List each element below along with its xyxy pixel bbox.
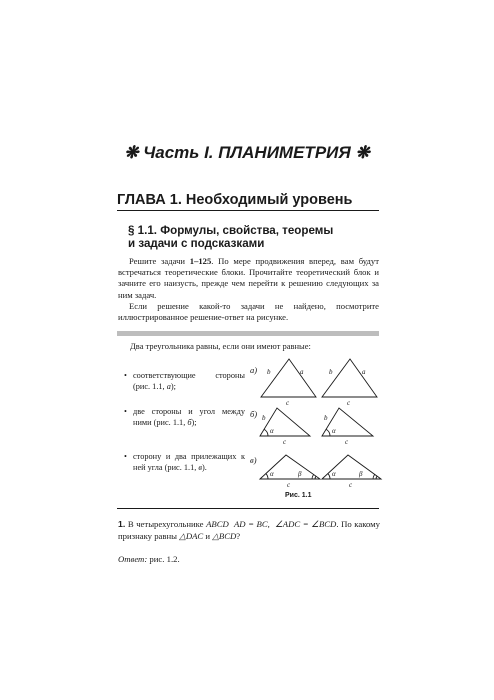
angle-arc-c-right-1 [328, 474, 330, 479]
label-c-b-right: c [345, 438, 349, 446]
item-ref: а [166, 381, 171, 391]
item-text: сторону и два прилежащих к ней угла (рис. 1.1, [133, 452, 245, 472]
label-alpha-c-right: α [332, 470, 336, 478]
angle-arc-b-left [264, 429, 268, 436]
angle-arc-b-right [326, 429, 330, 436]
condition-2: ∠ADC = ∠BCD [274, 519, 337, 529]
intro-p1-before: Решите задачи [129, 256, 190, 266]
bullet: • [124, 371, 127, 380]
fig-label-a: а) [250, 365, 258, 375]
triangle-b-left [260, 408, 310, 436]
theory-header: Два треугольника равны, если они имеют равные: [130, 341, 311, 351]
item-end: ); [170, 381, 176, 391]
section-title-line1: § 1.1. Формулы, свойства, теоремы [128, 224, 334, 237]
fig-label-b: б) [250, 409, 258, 419]
triangle-b-right [322, 408, 373, 436]
bullet: • [124, 407, 127, 416]
problem-text: В четырехугольнике [125, 519, 207, 529]
triangle-a-right [322, 359, 377, 397]
triangle-2-name: △BCD [212, 531, 237, 541]
label-c-c-left: c [287, 481, 291, 489]
angle-arc-c-left-1 [266, 474, 268, 479]
label-b-a-left: b [267, 368, 271, 376]
section-title-line2: и задачи с подсказками [128, 237, 265, 250]
item-text: соответствующие стороны (рис. 1.1, [133, 371, 245, 391]
chapter-title: ГЛАВА 1. Необходимый уровень [117, 192, 353, 208]
triangle-1-name: △DAC [179, 531, 204, 541]
label-beta-c-right: β [359, 470, 363, 478]
label-alpha-b-right: α [332, 427, 336, 435]
label-b-a-right: b [329, 368, 333, 376]
item-text: две стороны и угол между ними (рис. 1.1, [133, 407, 245, 427]
figure-caption: Рис. 1.1 [285, 492, 312, 499]
triangle-c-left [260, 455, 320, 479]
label-alpha-c-left: α [270, 470, 274, 478]
quad-name: ABCD [206, 519, 229, 529]
problem-number: 1. [118, 519, 126, 529]
item-end: ); [191, 417, 197, 427]
condition-1: AD = BC [233, 519, 268, 529]
theory-block-end-rule [117, 508, 379, 509]
label-alpha-b-left: α [270, 427, 274, 435]
triangle-a-left [261, 359, 316, 397]
label-c-c-right: c [349, 481, 353, 489]
intro-range: 1–125 [189, 256, 212, 266]
angle-arc-c-right-2 [373, 475, 375, 480]
problem-1: 1. В четырехугольнике ABCD AD = BC, ∠ADC = ∠BCD. По какому признаку равны △DAC и △BCD? [118, 519, 381, 541]
label-a-a-left: a [300, 368, 304, 376]
bullet: • [124, 452, 127, 461]
part-title: ❋ Часть I. ПЛАНИМЕТРИЯ ❋ [124, 143, 370, 162]
label-b-b-right: b [324, 414, 328, 422]
conjunction: и [203, 531, 213, 541]
label-c-a-left: c [286, 399, 290, 407]
question-mark: ? [236, 531, 241, 541]
answer-line [118, 554, 180, 564]
item-ref: в [198, 462, 202, 472]
problem-text-after: . По какому признаку равны [118, 519, 381, 541]
fig-label-c: в) [250, 455, 257, 465]
answer-text: рис. 1.2. [147, 554, 180, 564]
item-end: ). [201, 462, 207, 472]
intro-paragraph-2: Если решение какой-то задачи не найдено, посмотрите иллюстрированное решение-ответ на рисунке. [118, 300, 379, 323]
item-ref: б [187, 417, 192, 427]
label-c-a-right: c [347, 399, 351, 407]
label-b-b-left: b [262, 414, 266, 422]
answer-label: Ответ: [118, 554, 148, 564]
intro-p1-after: . По мере продвижения вперед, вам будут встречаться теоретические блоки. Прочитайте теоретический блок и зачните его наизусть, прежде чем перейти к решению следующих за ним задач. [118, 256, 379, 300]
label-a-a-right: a [362, 368, 366, 376]
triangle-c-right [322, 455, 381, 479]
angle-arc-c-left-2 [312, 475, 314, 480]
label-c-b-left: c [283, 438, 287, 446]
label-beta-c-left: β [298, 470, 302, 478]
